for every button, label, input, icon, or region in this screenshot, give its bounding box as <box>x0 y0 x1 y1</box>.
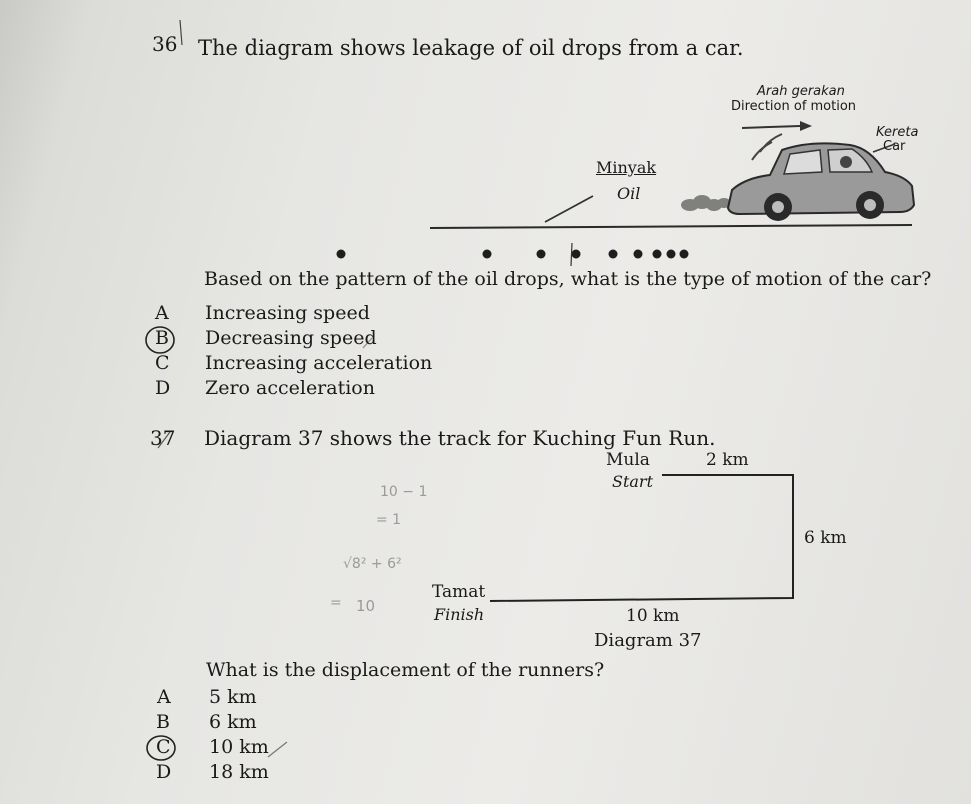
distance-right: 6 km <box>804 528 847 548</box>
label-finish-en: Finish <box>434 605 485 624</box>
tick-mark <box>180 20 182 45</box>
question-36-number: 36 <box>152 32 178 56</box>
oil-drop <box>680 250 689 259</box>
option-letter: A <box>157 686 171 708</box>
diagram-caption: Diagram 37 <box>594 630 702 651</box>
oil-drop <box>667 250 676 259</box>
question-36-stem: The diagram shows leakage of oil drops from a car. <box>198 36 744 60</box>
label-direction-en: Direction of motion <box>731 99 857 114</box>
option-text: 18 km <box>209 761 269 783</box>
oil-drop <box>337 250 346 259</box>
option-letter: D <box>155 377 171 399</box>
label-finish-ms: Tamat <box>432 582 486 602</box>
label-car-en: Car <box>883 139 906 154</box>
option-text: Decreasing speed <box>205 327 377 349</box>
question-36-text: Based on the pattern of the oil drops, what is the type of motion of the car? <box>204 268 932 290</box>
option-text: Zero acceleration <box>205 377 375 399</box>
oil-drop <box>609 250 618 259</box>
label-car-ms: Kereta <box>876 125 919 140</box>
question-37-stem: Diagram 37 shows the track for Kuching Fun Run. <box>204 426 716 450</box>
pencil-note: 10 − 1 <box>380 484 428 500</box>
label-oil-ms: Minyak <box>596 158 657 177</box>
label-start-en: Start <box>612 472 654 491</box>
tick-mark <box>268 742 287 757</box>
option-letter: D <box>156 761 172 783</box>
label-direction-ms: Arah gerakan <box>757 84 845 99</box>
option-text: Increasing acceleration <box>205 352 433 374</box>
option-letter: C <box>156 736 171 758</box>
oil-drop <box>483 250 492 259</box>
oil-drop <box>537 250 546 259</box>
option-letter: B <box>155 327 169 349</box>
oil-pointer-line <box>545 196 593 222</box>
option-letter: B <box>156 711 170 733</box>
option-text: 6 km <box>209 711 257 733</box>
option-text: Increasing speed <box>205 302 370 324</box>
pencil-note: = <box>330 595 342 611</box>
road-line <box>430 225 912 228</box>
direction-arrow <box>742 121 812 131</box>
oil-drop <box>653 250 662 259</box>
exhaust-smoke <box>681 195 731 211</box>
label-start-ms: Mula <box>606 450 650 470</box>
track-diagram <box>490 475 793 601</box>
distance-bottom: 10 km <box>626 606 680 626</box>
pencil-note: √8² + 6² <box>343 556 402 572</box>
oil-drops <box>337 250 689 259</box>
question-37-text: What is the displacement of the runners? <box>206 659 605 681</box>
distance-top: 2 km <box>706 450 749 470</box>
label-oil-en: Oil <box>617 184 641 203</box>
oil-drop <box>634 250 643 259</box>
pen-tick <box>571 243 572 266</box>
option-letter: C <box>155 352 170 374</box>
option-text: 5 km <box>209 686 257 708</box>
pencil-note: = 1 <box>376 512 402 528</box>
option-letter: A <box>155 302 169 324</box>
oil-drop <box>572 250 581 259</box>
option-text: 10 km <box>209 736 269 758</box>
question-37-number: 37 <box>150 426 176 450</box>
pencil-note: 10 <box>356 597 376 615</box>
